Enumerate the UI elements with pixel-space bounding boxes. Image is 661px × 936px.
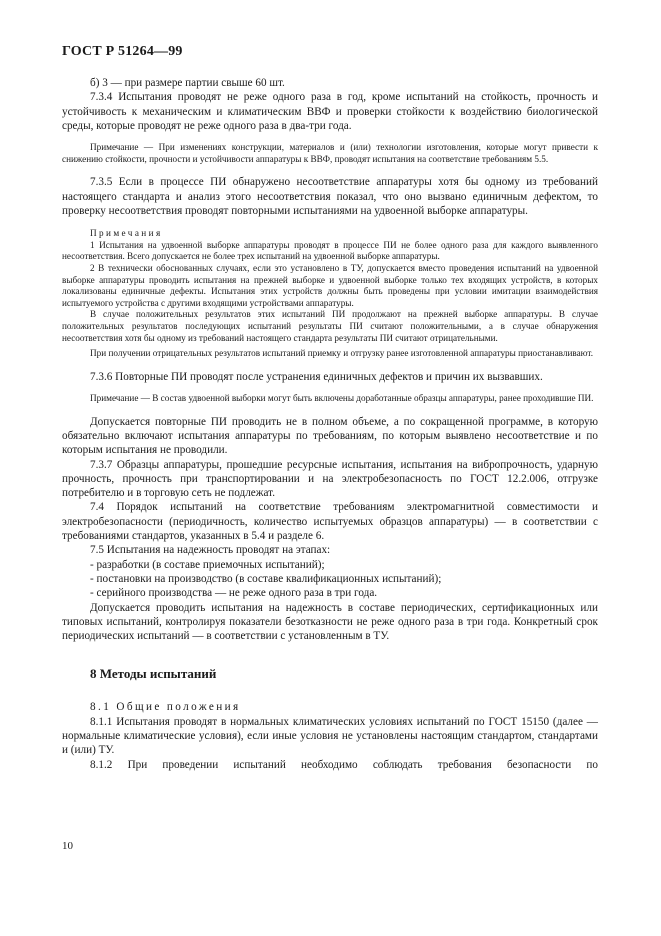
note-2-cont-b: При получении отрицательных результатов испытаний приемку и отгрузку ранее изготовленной аппаратуры приостанавливают. bbox=[90, 348, 594, 359]
clause-7-3-7: 7.3.7 Образцы аппаратуры, прошедшие ресурсные испытания, испытания на вибропрочность, ударную прочность, прочность при транспортировании и на электробезопасность по ГОСТ 12.2.006, отгрузке потребителю и в торговую сеть не подлежат. bbox=[62, 458, 598, 500]
list-item-development: - разработки (в составе приемочных испытаний); bbox=[90, 558, 325, 571]
section-title: 8 Методы испытаний bbox=[90, 666, 217, 682]
clause-8-1-2: 8.1.2 При проведении испытаний необходимо соблюдать требования безопасности по bbox=[90, 758, 598, 771]
subsection-8-1: 8.1 Общие положения bbox=[90, 701, 241, 714]
note-7-3-6: Примечание — В состав удвоенной выборки могут быть включены доработанные образцы аппаратуры, ранее проходившие ПИ. bbox=[90, 393, 594, 404]
list-item-serial: - серийного производства — не реже одного раза в три года. bbox=[90, 587, 378, 600]
note-2: 2 В технически обоснованных случаях, если это установлено в ТУ, допускается вместо проведения испытаний на удвоенной выборке аппаратуры проводить испытания на прежней выборке и удвоенной выборке только тех входящих устройств, в которых локализованы единичные дефекты. Испытания этих устройств должны быть проведены при условии имитации взаимодействия испытуемого устройства с другими входящими устройствами аппаратуры. bbox=[62, 263, 598, 308]
clause-7-3-6-cont: Допускается повторные ПИ проводить не в полном объеме, а по сокращенной программе, в которую обязательно включают испытания аппаратуры по требованиям, по которым выявлено несоответствие и по которым испытания не проводили. bbox=[62, 415, 598, 457]
document-header: ГОСТ Р 51264—99 bbox=[62, 44, 183, 59]
clause-8-1-1: 8.1.1 Испытания проводят в нормальных климатических условиях испытаний по ГОСТ 15150 (далее — нормальные климатические условия), если иные условия не установлены настоящим стандартом, стандартами и (или) ТУ. bbox=[62, 715, 598, 757]
page-number: 10 bbox=[62, 840, 73, 852]
clause-7-5: 7.5 Испытания на надежность проводят на этапах: bbox=[90, 544, 331, 557]
note-7-3-4: Примечание — При изменениях конструкции, материалов и (или) технологии изготовления, которые могут привести к снижению стойкости, прочности и устойчивости аппаратуры к ВВФ, проводят испытания на соответствие требованиям 5.5. bbox=[62, 142, 598, 164]
clause-7-3-5: 7.3.5 Если в процессе ПИ обнаружено несоответствие аппаратуры хотя бы одному из требований настоящего стандарта и анализ этого несоответствия показал, что оно вызвано единичным дефектом, то проверку несоответствия проводят повторными испытаниями на удвоенной выборке аппаратуры. bbox=[62, 176, 598, 217]
item-b: б) 3 — при размере партии свыше 60 шт. bbox=[90, 77, 285, 89]
clause-7-3-4: 7.3.4 Испытания проводят не реже одного раза в год, кроме испытаний на стойкость, прочность и устойчивость к механическим и климатическим ВВФ и проверки стойкости к воздействию биологической среды, которые проводят не реже одного раза в два-три года. bbox=[62, 91, 598, 132]
page-content bbox=[62, 76, 598, 772]
note-1: 1 Испытания на удвоенной выборке аппаратуры проводят в процессе ПИ не более одного раза для каждого выявленного несоответствия. Всего допускается не более трех испытаний на удвоенной выборке аппаратуры. bbox=[62, 239, 598, 262]
notes-heading: Примечания bbox=[90, 228, 163, 239]
clause-7-3-6: 7.3.6 Повторные ПИ проводят после устранения единичных дефектов и причин их вызвавших. bbox=[90, 370, 543, 383]
clause-7-5-cont: Допускается проводить испытания на надежность в составе периодических, сертификационных или типовых испытаний, контролируя показатели безотказности не реже одного раза в три года. Конкретный срок периодических испытаний — в соответствии с установленным в ТУ. bbox=[62, 601, 598, 643]
note-2-cont-a: В случае положительных результатов этих испытаний ПИ продолжают на прежней выборке аппаратуры. В случае положительных результатов последующих испытаний результаты ПИ считают положительными, а в случае обнаружения несоответствия хотя бы одному из требований настоящего стандарта результаты ПИ считают отрицательными. bbox=[62, 309, 598, 343]
clause-7-4: 7.4 Порядок испытаний на соответствие требованиям электромагнитной совместимости и электробезопасности (периодичность, количество испытуемых образцов аппаратуры) — в соответствии с требованиями стандартов, указанных в 5.4 и разделе 6. bbox=[62, 501, 598, 543]
list-item-production-start: - постановки на производство (в составе квалификационных испытаний); bbox=[90, 572, 442, 585]
